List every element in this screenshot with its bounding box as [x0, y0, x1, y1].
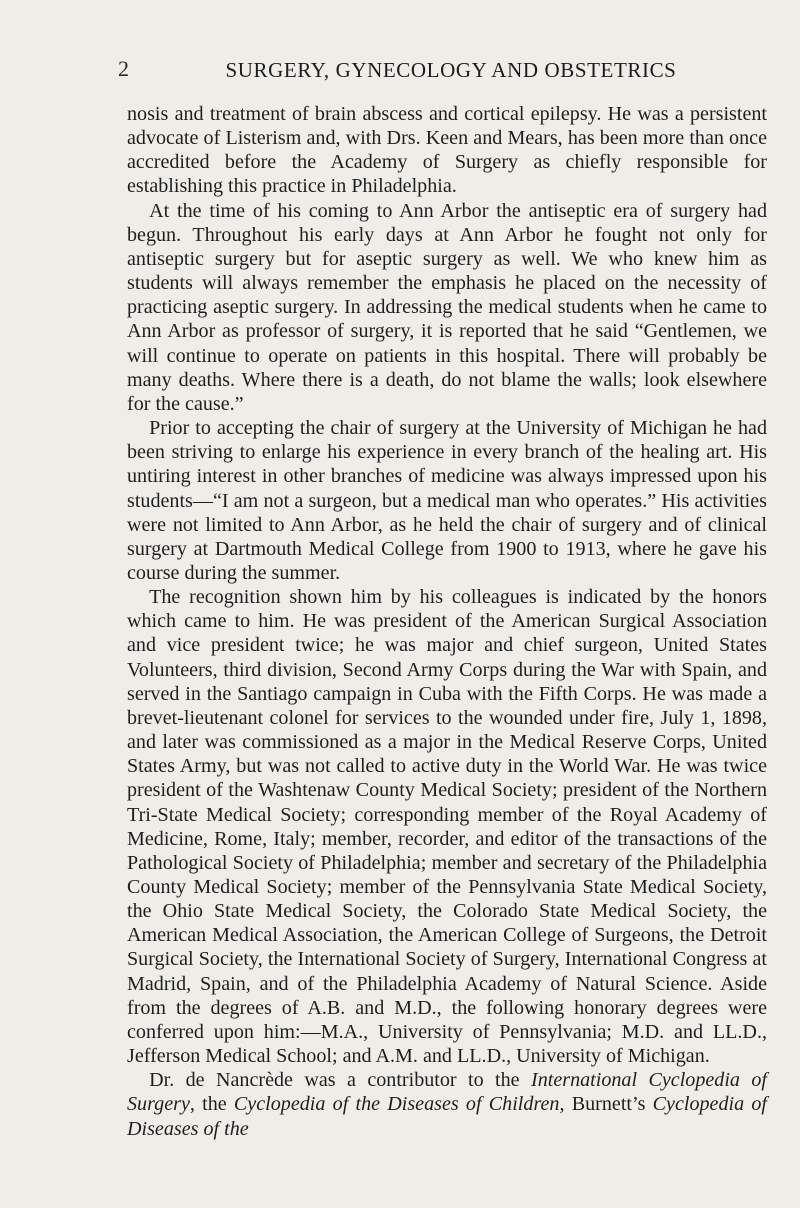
paragraph-5-title-2: Cyclopedia of the Diseases of Children	[233, 1093, 560, 1116]
paragraph-5	[127, 1068, 767, 1140]
paragraph-5-title-1: International Cyclopedia of Surgery	[127, 1069, 768, 1116]
paragraph-3: Prior to accepting the chair of surgery at the University of Michigan he had been striving to enlarge his experience in every branch of the healing art. His untiring interest in other branches of medicine was always impressed upon his students—“I am not a surgeon, but a medical man who operates.” His activities were not limited to Ann Arbor, as he held the chair of surgery and of clinical surgery at Dartmouth Medical College from 1900 to 1913, where he gave his course during the summer.	[127, 417, 767, 584]
paragraph-5-title-3: Cyclopedia of Diseases of the	[127, 1093, 768, 1140]
paragraph-5-text-2: , the	[189, 1093, 234, 1116]
paragraph-1: nosis and treatment of brain abscess and cortical epilepsy. He was a persistent advocate of Listerism and, with Drs. Keen and Mears, has been more than once accredited before the Academy of Surgery as chiefly responsible for establishing this practice in Philadelphia.	[127, 103, 767, 198]
running-head: SURGERY, GYNECOLOGY AND OBSTETRICS	[225, 58, 677, 82]
article-body	[127, 102, 767, 1141]
paragraph-4: The recognition shown him by his colleagues is indicated by the honors which came to him. He was president of the American Surgical Association and vice president twice; he was major and chief surgeon, United States Volunteers, third division, Second Army Corps during the War with Spain, and served in the Santiago campaign in Cuba with the Fifth Corps. He was made a brevet-lieutenant colonel for services to the wounded under fire, July 1, 1898, and later was commissioned as a major in the Medical Reserve Corps, United States Army, but was not called to active duty in the World War. He was twice president of the Washtenaw County Medical Society; president of the Northern Tri-State Medical Society; corresponding member of the Royal Academy of Medicine, Rome, Italy; member, recorder, and editor of the transactions of the Pathological Society of Philadelphia; member and secretary of the Philadelphia County Medical Society; member of the Pennsylvania State Medical Society, the Ohio State Medical Society, the Colorado State Medical Society, the American Medical Association, the American College of Surgeons, the Detroit Surgical Society, the International Society of Surgery, International Congress at Madrid, Spain, and of the Philadelphia Academy of Natural Science. Aside from the degrees of A.B. and M.D., the following honorary degrees were conferred upon him:—M.A., University of Pennsylvania; M.D. and LL.D., Jefferson Medical School; and A.M. and LL.D., University of Michigan.	[127, 586, 767, 1068]
paragraph-5-text-3: , Burnett’s	[559, 1093, 653, 1116]
paragraph-5-text-1: Dr. de Nancrède was a contributor to the	[149, 1069, 532, 1092]
page-number: 2	[118, 56, 129, 81]
paragraph-2: At the time of his coming to Ann Arbor the antiseptic era of surgery had begun. Throughout his early days at Ann Arbor he fought not only for antiseptic surgery but for aseptic surgery as well. We who knew him as students will always remember the emphasis he placed on the necessity of practicing aseptic surgery. In addressing the medical students when he came to Ann Arbor as professor of surgery, it is reported that he said “Gentlemen, we will continue to operate on patients in this hospital. There will probably be many deaths. Where there is a death, do not blame the walls; look elsewhere for the cause.”	[127, 199, 767, 415]
